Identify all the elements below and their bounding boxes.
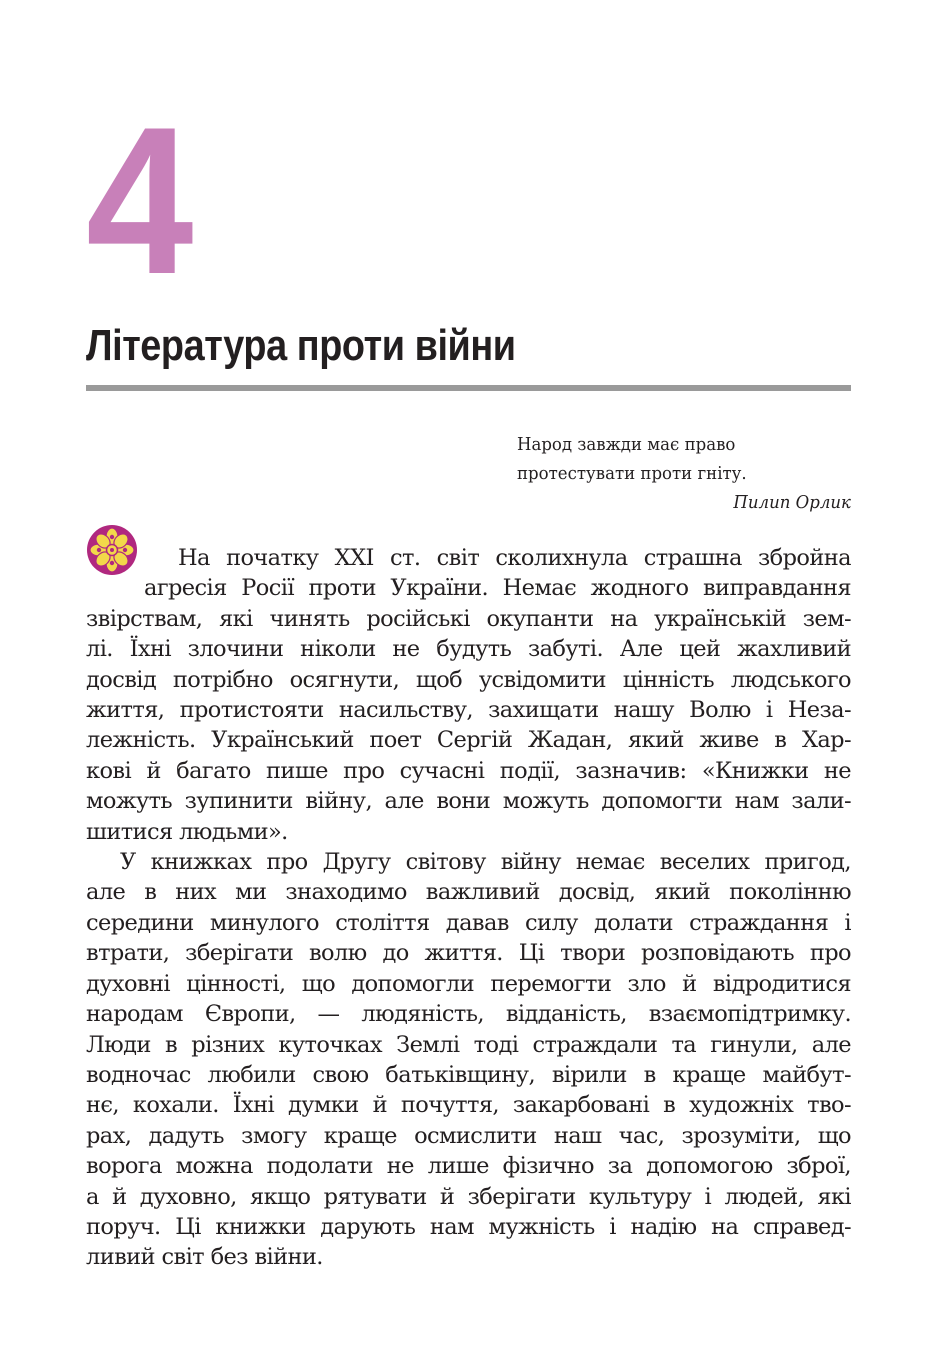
text-line: ливий світ без війни. xyxy=(86,1244,323,1271)
text-line: На початку XXI ст. світ сколихнула страшна збройна xyxy=(178,545,851,571)
body-text xyxy=(86,543,851,1273)
text-line: нє, кохали. Їхні думки й почуття, закарбовані в художніх тво- xyxy=(86,1092,851,1119)
text-line: можуть зупинити війну, але вони можуть допомогти нам зали- xyxy=(86,788,851,815)
text-line: середини минулого століття давав силу долати страждання і xyxy=(86,909,851,936)
text-line: Люди в різних куточках Землі тоді страждали та гинули, але xyxy=(86,1031,851,1058)
text-line: втрати, зберігати волю до життя. Ці твори розповідають про xyxy=(86,940,851,967)
epigraph-author: Пилип Орлик xyxy=(733,492,851,513)
text-line: шитися людьми». xyxy=(86,818,288,845)
chapter-number: 4 xyxy=(86,83,190,318)
text-line: агресія Росії проти України. Немає жодного виправдання xyxy=(144,575,851,602)
text-line: досвід потрібно осягнути, щоб усвідомити цінність людського xyxy=(86,666,851,693)
text-line: рах, дадуть змогу краще осмислити наш час, зрозуміти, що xyxy=(86,1122,851,1149)
text-line: ворога можна подолати не лише фізично за допомогою зброї, xyxy=(86,1153,851,1180)
epigraph-line: Народ завжди має право xyxy=(517,434,736,455)
paragraph-1 xyxy=(86,543,851,847)
text-line: поруч. Ці книжки дарують нам мужність і надію на справед- xyxy=(86,1213,851,1240)
chapter-title: Література проти війни xyxy=(86,321,516,370)
text-line: а й духовно, якщо рятувати й зберігати культуру і людей, які xyxy=(86,1183,851,1210)
text-line: але в них ми знаходимо важливий досвід, який поколінню xyxy=(86,879,851,906)
text-line: народам Європи, — людяність, відданість, взаємопідтримку. xyxy=(86,1001,851,1028)
epigraph xyxy=(517,430,851,517)
text-line: лежність. Український поет Сергій Жадан, який живе в Хар- xyxy=(86,727,851,754)
text-line: кові й багато пише про сучасні події, зазначив: «Книжки не xyxy=(86,757,851,784)
text-line: духовні цінності, що допомогли перемогти зло й відродитися xyxy=(86,970,851,997)
text-line: життя, протистояти насильству, захищати нашу Волю і Неза- xyxy=(86,697,851,724)
epigraph-line: протестувати проти гніту. xyxy=(517,463,747,484)
text-line: лі. Їхні злочини ніколи не будуть забуті. Але цей жахливий xyxy=(86,636,851,663)
paragraph-2 xyxy=(86,847,851,1273)
text-line: звірствам, які чинять російські окупанти на українській зем- xyxy=(86,605,851,632)
text-line: водночас любили свою батьківщину, вірили в краще майбут- xyxy=(86,1061,851,1088)
text-line: У книжках про Другу світову війну немає веселих пригод, xyxy=(120,849,851,876)
title-divider xyxy=(86,385,851,391)
